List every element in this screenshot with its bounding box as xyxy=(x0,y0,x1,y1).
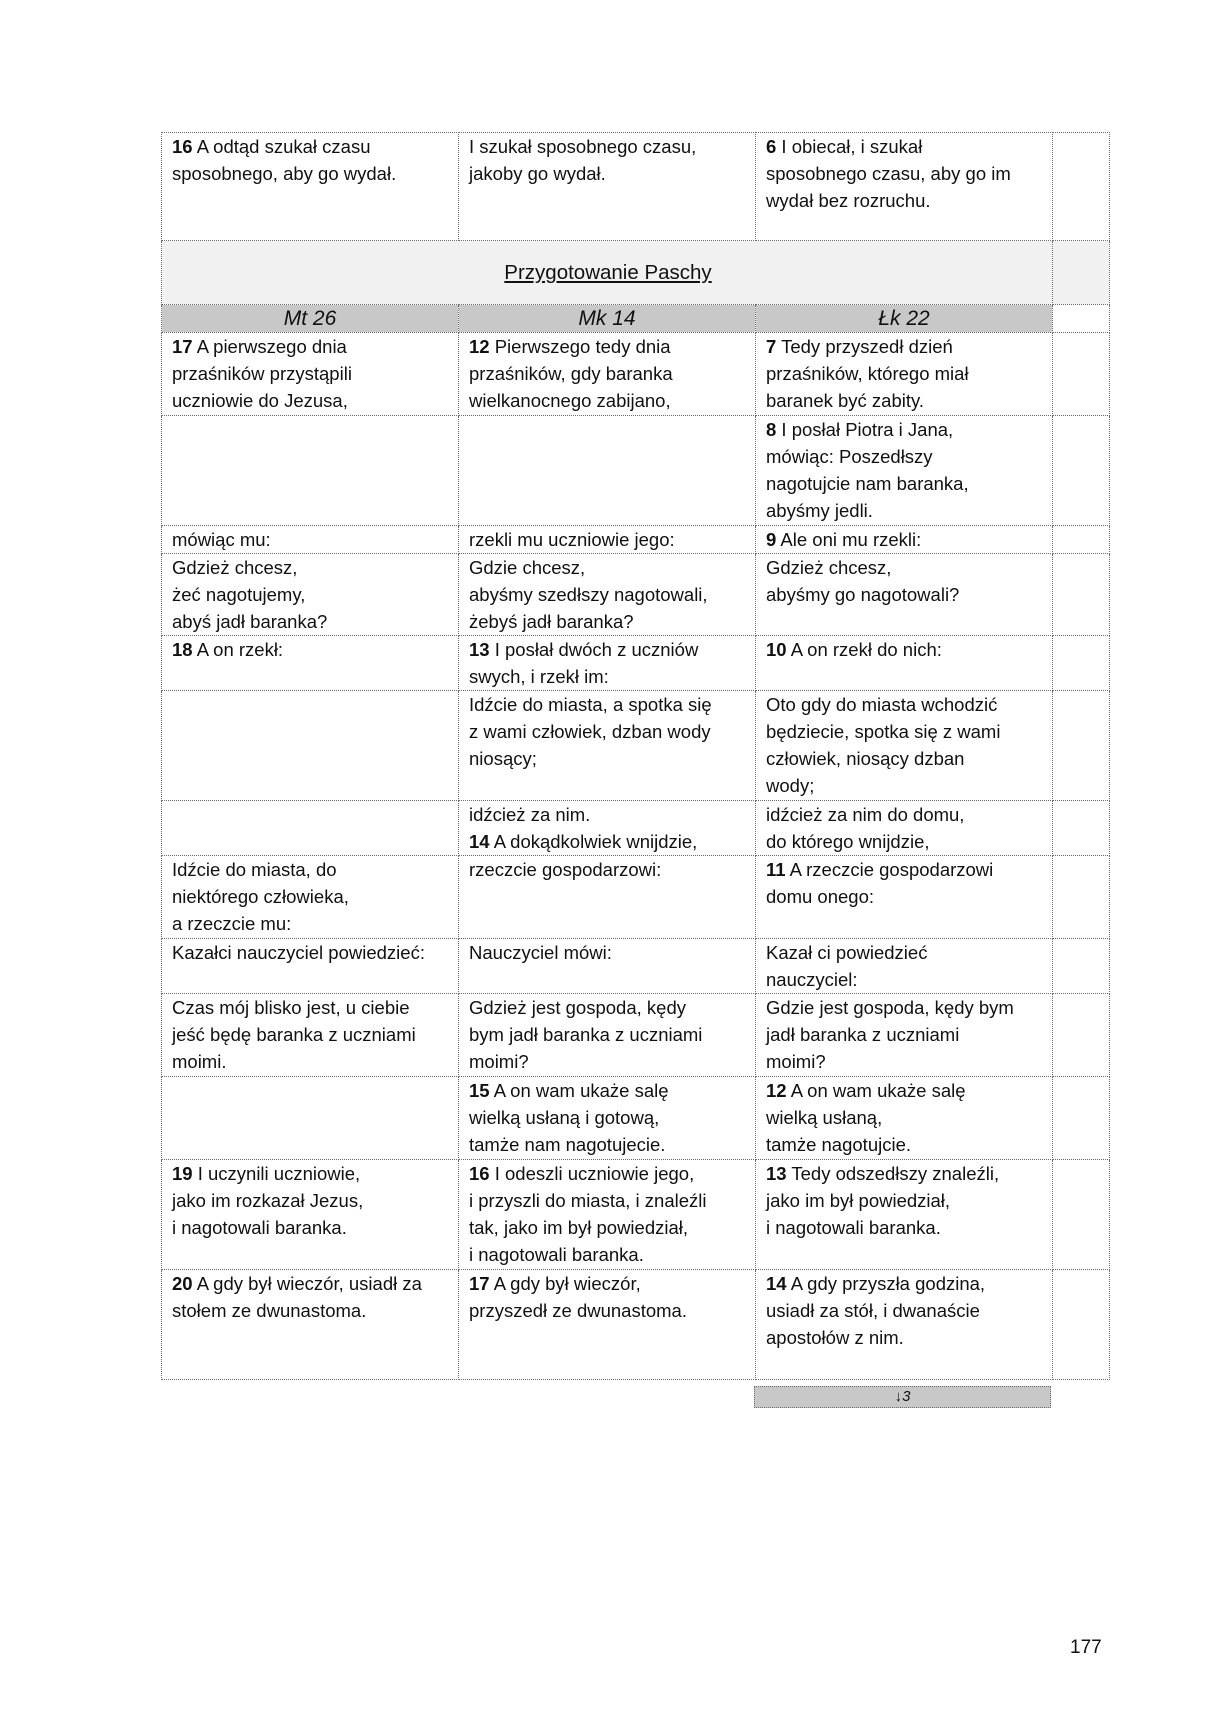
verse-line xyxy=(766,416,1044,443)
mt-cell xyxy=(162,1270,459,1380)
verse-text: A rzeczcie gospodarzowi xyxy=(785,859,994,880)
header-mk: Mk 14 xyxy=(459,305,756,333)
verse-line xyxy=(172,636,450,663)
verse-text: moimi? xyxy=(766,1051,826,1072)
verse-text: mówiąc: Poszedłszy xyxy=(766,446,933,467)
verse-line xyxy=(766,581,1044,608)
verse-line xyxy=(766,160,1044,187)
verse-line xyxy=(766,133,1044,160)
verse-text: moimi? xyxy=(469,1051,529,1072)
verse-line xyxy=(766,333,1044,360)
verse-text: tamże nam nagotujecie. xyxy=(469,1134,666,1155)
margin-cell xyxy=(1053,939,1110,994)
mt-cell xyxy=(162,416,459,526)
verse-number: 12 xyxy=(469,336,490,357)
verse-line xyxy=(469,856,747,883)
verse-line xyxy=(172,883,450,910)
verse-text: I szukał sposobnego czasu, xyxy=(469,136,697,157)
verse-line xyxy=(766,856,1044,883)
verse-line xyxy=(469,160,747,187)
verse-text: Ale oni mu rzekli: xyxy=(776,529,922,550)
verse-line xyxy=(469,994,747,1021)
verse-line xyxy=(469,663,747,690)
mk-cell xyxy=(459,636,756,691)
margin-cell xyxy=(1053,1077,1110,1160)
verse-row xyxy=(162,801,1110,856)
top-row xyxy=(162,133,1110,241)
verse-text: przyszedł ze dwunastoma. xyxy=(469,1300,687,1321)
verse-line xyxy=(469,691,747,718)
verse-row xyxy=(162,994,1110,1077)
lk-cell xyxy=(756,994,1053,1077)
verse-text: wody; xyxy=(766,775,815,796)
lk-cell xyxy=(756,691,1053,801)
verse-line xyxy=(172,526,450,553)
verse-row xyxy=(162,691,1110,801)
verse-text: rzekli mu uczniowie jego: xyxy=(469,529,675,550)
verse-text: wydał bez rozruchu. xyxy=(766,190,931,211)
margin-cell xyxy=(1053,636,1110,691)
verse-line xyxy=(469,1297,747,1324)
margin-cell xyxy=(1053,994,1110,1077)
verse-text: A on rzekł: xyxy=(192,639,284,660)
verse-text: Pierwszego tedy dnia xyxy=(489,336,671,357)
verse-text: idźcież za nim. xyxy=(469,804,591,825)
verse-text: bym jadł baranka z uczniami xyxy=(469,1024,703,1045)
mk-cell xyxy=(459,416,756,526)
verse-text: A on wam ukaże salę xyxy=(489,1080,669,1101)
verse-line xyxy=(766,360,1044,387)
mk-cell xyxy=(459,801,756,856)
verse-text: I uczynili uczniowie, xyxy=(192,1163,361,1184)
verse-text: tak, jako im był powiedział, xyxy=(469,1217,689,1238)
verse-line xyxy=(172,1297,450,1324)
verse-line xyxy=(172,554,450,581)
lk-cell xyxy=(756,856,1053,939)
verse-text: jeść będę baranka z uczniami xyxy=(172,1024,416,1045)
verse-text: Gdzież chcesz, xyxy=(172,557,298,578)
verse-line xyxy=(172,910,450,937)
mt-cell xyxy=(162,1077,459,1160)
margin-cell xyxy=(1053,554,1110,636)
verse-text: A odtąd szukał czasu xyxy=(192,136,371,157)
margin-cell xyxy=(1053,1160,1110,1270)
verse-line xyxy=(766,745,1044,772)
verse-line xyxy=(766,1104,1044,1131)
gospel-header-row xyxy=(162,305,1110,333)
verse-line xyxy=(172,994,450,1021)
verse-line xyxy=(469,526,747,553)
mk-cell xyxy=(459,1077,756,1160)
verse-line xyxy=(766,443,1044,470)
margin-cell xyxy=(1053,526,1110,554)
verse-line xyxy=(172,1270,450,1297)
verse-text: wielką usłaną i gotową, xyxy=(469,1107,660,1128)
verse-line xyxy=(766,470,1044,497)
verse-text: sposobnego, aby go wydał. xyxy=(172,163,397,184)
verse-text: sposobnego czasu, aby go im xyxy=(766,163,1011,184)
lk-cell xyxy=(756,801,1053,856)
verse-line xyxy=(469,133,747,160)
verse-line xyxy=(766,554,1044,581)
verse-line xyxy=(469,939,747,966)
verse-line xyxy=(766,1214,1044,1241)
verse-text: przaśników przystąpili xyxy=(172,363,352,384)
verse-text: moimi. xyxy=(172,1051,227,1072)
verse-text: niektórego człowieka, xyxy=(172,886,349,907)
mt-cell xyxy=(162,801,459,856)
verse-number: 20 xyxy=(172,1273,193,1294)
verse-line xyxy=(766,636,1044,663)
verse-line xyxy=(469,718,747,745)
margin-cell xyxy=(1053,333,1110,416)
mk-cell xyxy=(459,526,756,554)
verse-number: 14 xyxy=(766,1273,787,1294)
verse-text: Gdzie jest gospoda, kędy bym xyxy=(766,997,1014,1018)
verse-text: do którego wnijdzie, xyxy=(766,831,930,852)
verse-line xyxy=(766,1021,1044,1048)
verse-line xyxy=(469,581,747,608)
verse-text: wielką usłaną, xyxy=(766,1107,883,1128)
verse-line xyxy=(172,1048,450,1075)
verse-line xyxy=(469,801,747,828)
verse-number: 9 xyxy=(766,529,777,550)
verse-text: abyśmy go nagotowali? xyxy=(766,584,960,605)
mk-cell xyxy=(459,1270,756,1380)
verse-text: żeć nagotujemy, xyxy=(172,584,306,605)
verse-line xyxy=(766,1131,1044,1158)
verse-text: abyś jadł baranka? xyxy=(172,611,328,632)
mt-cell xyxy=(162,856,459,939)
verse-number: 19 xyxy=(172,1163,193,1184)
lk-cell xyxy=(756,636,1053,691)
verse-text: Tedy odszedłszy znaleźli, xyxy=(786,1163,1000,1184)
verse-text: jako im był powiedział, xyxy=(766,1190,951,1211)
verse-text: żebyś jadł baranka? xyxy=(469,611,634,632)
mt-cell xyxy=(162,994,459,1077)
top-mk-cell xyxy=(459,133,756,241)
verse-row xyxy=(162,333,1110,416)
verse-text: A gdy był wieczór, usiadł za xyxy=(192,1273,422,1294)
verse-line xyxy=(469,387,747,414)
verse-text: z wami człowiek, dzban wody xyxy=(469,721,711,742)
verse-text: jadł baranka z uczniami xyxy=(766,1024,960,1045)
verse-line xyxy=(469,1187,747,1214)
verse-text: abyśmy szedłszy nagotowali, xyxy=(469,584,708,605)
verse-number: 12 xyxy=(766,1080,787,1101)
verse-text: człowiek, niosący dzban xyxy=(766,748,965,769)
verse-line xyxy=(766,1270,1044,1297)
verse-text: Oto gdy do miasta wchodzić xyxy=(766,694,998,715)
verse-text: nagotujcie nam baranka, xyxy=(766,473,969,494)
margin-cell xyxy=(1053,133,1110,241)
verse-text: baranek być zabity. xyxy=(766,390,925,411)
mk-cell xyxy=(459,691,756,801)
mk-cell xyxy=(459,856,756,939)
section-title: Przygotowanie Paschy xyxy=(504,261,712,284)
verse-text: jakoby go wydał. xyxy=(469,163,606,184)
verse-row xyxy=(162,939,1110,994)
verse-line xyxy=(469,828,747,855)
verse-line xyxy=(469,608,747,635)
mk-cell xyxy=(459,333,756,416)
mk-cell xyxy=(459,1160,756,1270)
header-lk: Łk 22 xyxy=(756,305,1053,333)
verse-line xyxy=(172,133,450,160)
verse-text: jako im rozkazał Jezus, xyxy=(172,1190,364,1211)
verse-number: 17 xyxy=(172,336,193,357)
verse-line xyxy=(172,856,450,883)
verse-number: 6 xyxy=(766,136,777,157)
verse-line xyxy=(172,360,450,387)
verse-line xyxy=(469,1241,747,1268)
verse-text: A on rzekł do nich: xyxy=(786,639,942,660)
margin-cell xyxy=(1053,801,1110,856)
mt-cell xyxy=(162,636,459,691)
verse-line xyxy=(172,1160,450,1187)
verse-text: Idźcie do miasta, a spotka się xyxy=(469,694,712,715)
verse-line xyxy=(766,772,1044,799)
verse-text: Gdzie chcesz, xyxy=(469,557,586,578)
verse-text: i nagotowali baranka. xyxy=(766,1217,941,1238)
verse-line xyxy=(766,801,1044,828)
verse-text: stołem ze dwunastoma. xyxy=(172,1300,367,1321)
verse-text: usiadł za stół, i dwanaście xyxy=(766,1300,980,1321)
mt-cell xyxy=(162,691,459,801)
verse-line xyxy=(172,387,450,414)
verse-text: apostołów z nim. xyxy=(766,1327,904,1348)
verse-row xyxy=(162,1270,1110,1380)
verse-text: A gdy był wieczór, xyxy=(489,1273,641,1294)
verse-line xyxy=(469,360,747,387)
lk-cell xyxy=(756,554,1053,636)
section-title-cell xyxy=(162,241,1053,305)
verse-text: Idźcie do miasta, do xyxy=(172,859,337,880)
lk-cell xyxy=(756,1160,1053,1270)
verse-line xyxy=(766,718,1044,745)
verse-number: 17 xyxy=(469,1273,490,1294)
next-page-marker: ↓3 xyxy=(754,1386,1051,1408)
verse-line xyxy=(766,1324,1044,1351)
verse-row xyxy=(162,856,1110,939)
section-row xyxy=(162,241,1110,305)
verse-line xyxy=(766,1160,1044,1187)
verse-text: wielkanocnego zabijano, xyxy=(469,390,671,411)
verse-line xyxy=(172,1021,450,1048)
verse-line xyxy=(766,966,1044,993)
verse-number: 11 xyxy=(766,859,786,880)
page-number: 177 xyxy=(1070,1637,1102,1658)
verse-text: domu onego: xyxy=(766,886,875,907)
verse-line xyxy=(172,581,450,608)
lk-cell xyxy=(756,939,1053,994)
verse-line xyxy=(766,526,1044,553)
verse-line xyxy=(469,636,747,663)
verse-text: nauczyciel: xyxy=(766,969,858,990)
verse-text: niosący; xyxy=(469,748,537,769)
mk-cell xyxy=(459,554,756,636)
verse-text: I posłał Piotra i Jana, xyxy=(776,419,954,440)
verse-text: przaśników, którego miał xyxy=(766,363,969,384)
verse-row xyxy=(162,1077,1110,1160)
verse-text: rzeczcie gospodarzowi: xyxy=(469,859,662,880)
verse-line xyxy=(766,691,1044,718)
verse-line xyxy=(766,497,1044,524)
verse-number: 16 xyxy=(172,136,193,157)
mk-cell xyxy=(459,939,756,994)
lk-cell xyxy=(756,526,1053,554)
verse-line xyxy=(469,1077,747,1104)
verse-text: Nauczyciel mówi: xyxy=(469,942,612,963)
verse-text: A gdy przyszła godzina, xyxy=(786,1273,986,1294)
verse-line xyxy=(469,1270,747,1297)
verse-line xyxy=(469,1048,747,1075)
verse-text: i nagotowali baranka. xyxy=(469,1244,644,1265)
verse-row xyxy=(162,526,1110,554)
verse-text: i nagotowali baranka. xyxy=(172,1217,347,1238)
verse-line xyxy=(469,1131,747,1158)
header-mt: Mt 26 xyxy=(162,305,459,333)
verse-line xyxy=(766,387,1044,414)
verse-line xyxy=(766,1297,1044,1324)
lk-cell xyxy=(756,1077,1053,1160)
mt-cell xyxy=(162,939,459,994)
verse-text: Gdzież jest gospoda, kędy xyxy=(469,997,686,1018)
verse-text: a rzeczcie mu: xyxy=(172,913,292,934)
margin-cell xyxy=(1053,416,1110,526)
verse-number: 8 xyxy=(766,419,777,440)
margin-cell xyxy=(1053,691,1110,801)
verse-text: przaśników, gdy baranka xyxy=(469,363,673,384)
verse-number: 14 xyxy=(469,831,490,852)
verse-line xyxy=(766,1077,1044,1104)
margin-cell xyxy=(1053,241,1110,305)
verse-line xyxy=(172,1187,450,1214)
verse-text: uczniowie do Jezusa, xyxy=(172,390,348,411)
verse-number: 18 xyxy=(172,639,193,660)
verse-number: 16 xyxy=(469,1163,490,1184)
verse-text: A on wam ukaże salę xyxy=(786,1080,966,1101)
mt-cell xyxy=(162,554,459,636)
verse-text: mówiąc mu: xyxy=(172,529,271,550)
verse-text: A dokądkolwiek wnijdzie, xyxy=(489,831,698,852)
verse-line xyxy=(469,1160,747,1187)
verse-line xyxy=(172,939,450,966)
verse-text: Gdzież chcesz, xyxy=(766,557,892,578)
synopsis-table xyxy=(161,132,1110,1380)
verse-number: 10 xyxy=(766,639,787,660)
top-mt-cell xyxy=(162,133,459,241)
verse-text: Kazałci nauczyciel powiedzieć: xyxy=(172,942,425,963)
verse-text: tamże nagotujcie. xyxy=(766,1134,912,1155)
mt-cell xyxy=(162,1160,459,1270)
verse-line xyxy=(766,994,1044,1021)
verse-line xyxy=(172,333,450,360)
verse-line xyxy=(469,333,747,360)
verse-text: Kazał ci powiedzieć xyxy=(766,942,928,963)
verse-row xyxy=(162,416,1110,526)
verse-number: 15 xyxy=(469,1080,490,1101)
verse-text: swych, i rzekł im: xyxy=(469,666,609,687)
verse-line xyxy=(766,187,1044,214)
verse-line xyxy=(469,745,747,772)
verse-line xyxy=(469,554,747,581)
mt-cell xyxy=(162,526,459,554)
verse-text: idźcież za nim do domu, xyxy=(766,804,965,825)
verse-text: I obiecał, i szukał xyxy=(776,136,923,157)
verse-line xyxy=(766,828,1044,855)
top-lk-cell xyxy=(756,133,1053,241)
verse-text: A pierwszego dnia xyxy=(192,336,347,357)
verse-line xyxy=(172,160,450,187)
verse-text: i przyszli do miasta, i znaleźli xyxy=(469,1190,707,1211)
verse-text: Tedy przyszedł dzień xyxy=(776,336,953,357)
margin-cell xyxy=(1053,305,1110,333)
verse-line xyxy=(469,1021,747,1048)
verse-number: 7 xyxy=(766,336,777,357)
verse-line xyxy=(766,939,1044,966)
mt-cell xyxy=(162,333,459,416)
lk-cell xyxy=(756,416,1053,526)
verse-text: abyśmy jedli. xyxy=(766,500,873,521)
verse-line xyxy=(469,1104,747,1131)
verse-line xyxy=(766,1048,1044,1075)
verse-number: 13 xyxy=(469,639,490,660)
verse-row xyxy=(162,1160,1110,1270)
verse-text: I odeszli uczniowie jego, xyxy=(489,1163,695,1184)
lk-cell xyxy=(756,333,1053,416)
verse-line xyxy=(172,1214,450,1241)
verse-line xyxy=(469,1214,747,1241)
verse-text: I posłał dwóch z uczniów xyxy=(489,639,699,660)
verse-line xyxy=(766,1187,1044,1214)
mk-cell xyxy=(459,994,756,1077)
margin-cell xyxy=(1053,856,1110,939)
verse-line xyxy=(766,883,1044,910)
verse-text: będziecie, spotka się z wami xyxy=(766,721,1001,742)
verse-row xyxy=(162,636,1110,691)
lk-cell xyxy=(756,1270,1053,1380)
verse-row xyxy=(162,554,1110,636)
verse-line xyxy=(172,608,450,635)
verse-number: 13 xyxy=(766,1163,787,1184)
verse-text: Czas mój blisko jest, u ciebie xyxy=(172,997,410,1018)
margin-cell xyxy=(1053,1270,1110,1380)
